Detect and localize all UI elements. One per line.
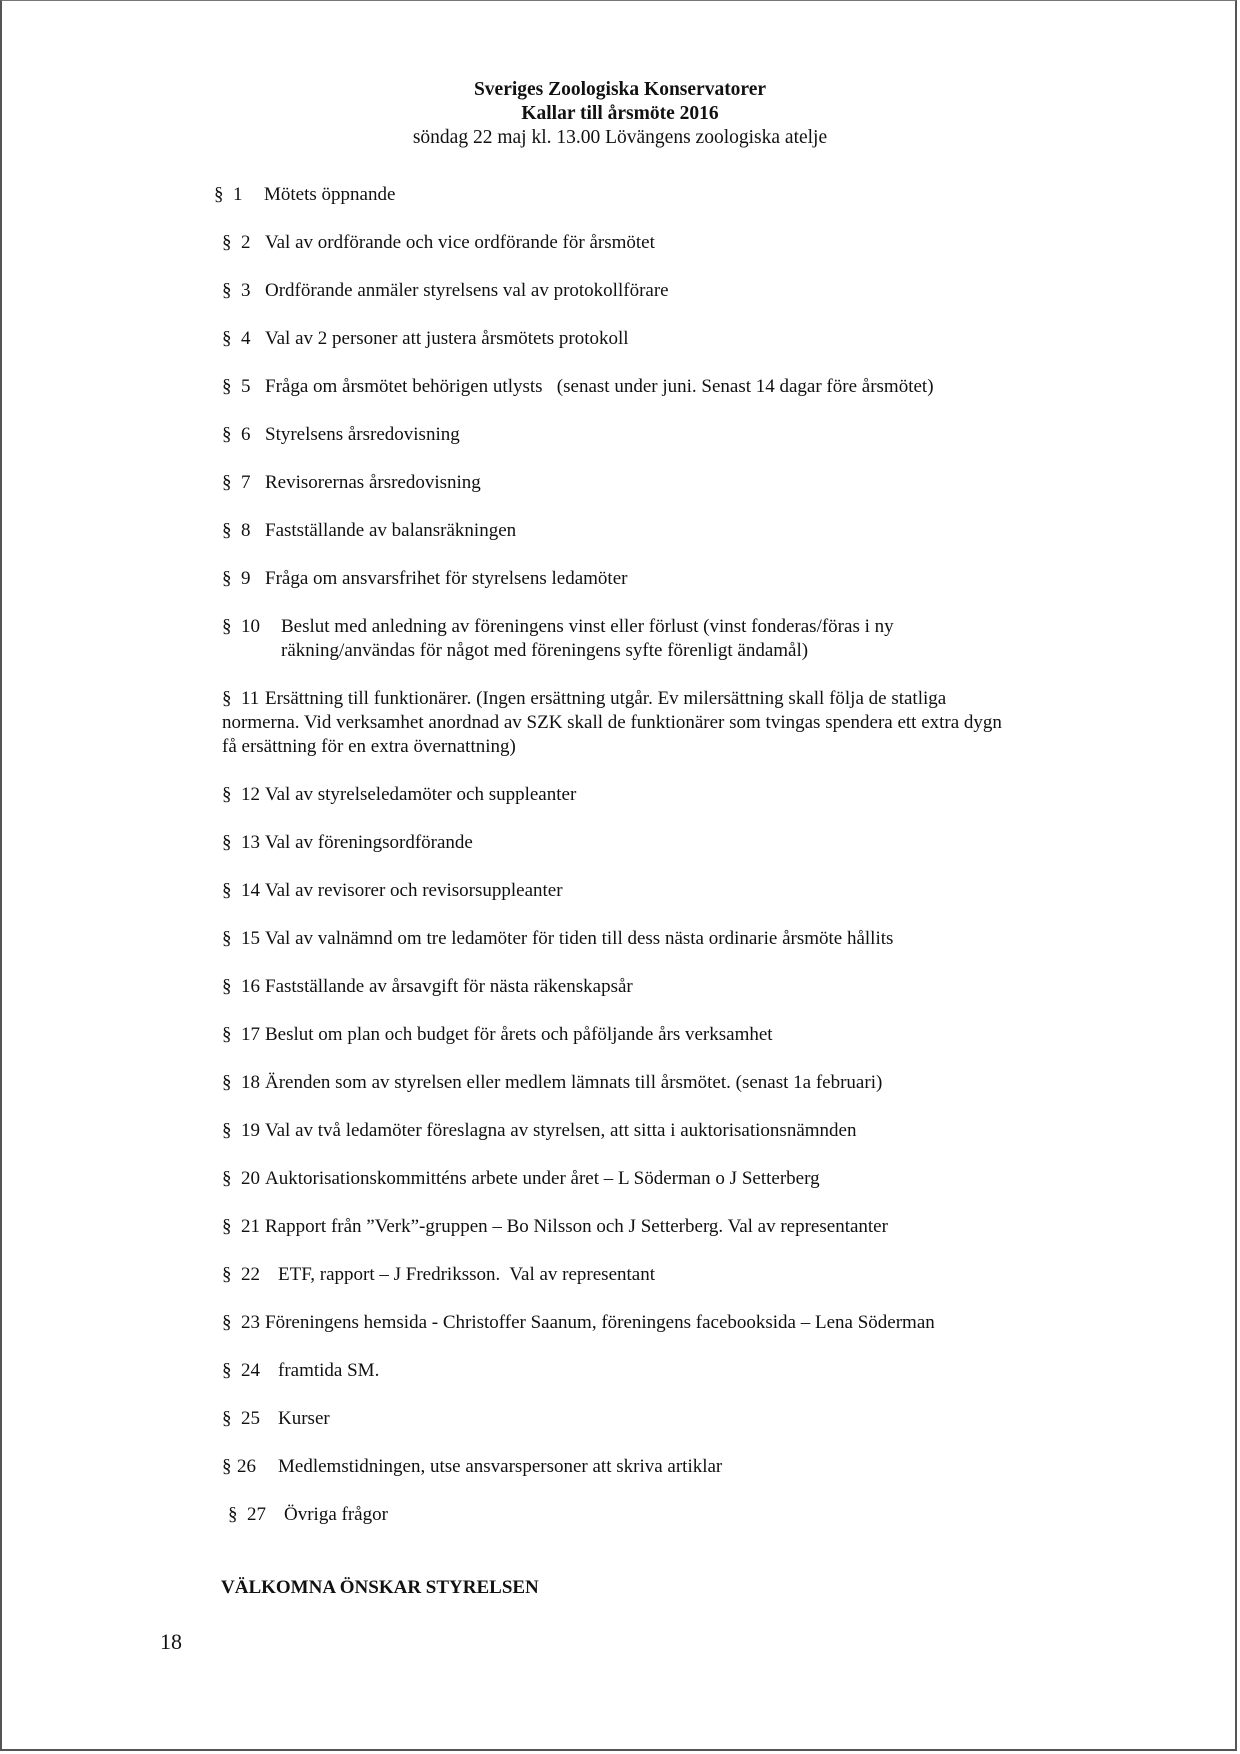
section-sign: § bbox=[222, 784, 232, 805]
section-sign: § bbox=[222, 1408, 232, 1429]
section-sign: § bbox=[222, 880, 232, 901]
section-sign: § bbox=[222, 928, 232, 949]
page-number: 18 bbox=[160, 1629, 182, 1654]
agenda-item-20 bbox=[222, 1167, 820, 1191]
item-text: Val av föreningsordförande bbox=[265, 832, 473, 853]
item-number: 5 bbox=[241, 376, 251, 397]
item-number: 3 bbox=[241, 280, 251, 301]
section-sign: § bbox=[222, 1312, 232, 1333]
item-text: Val av styrelseledamöter och suppleanter bbox=[265, 784, 577, 805]
agenda-item-11 bbox=[222, 687, 1002, 759]
item-number: 21 bbox=[241, 1216, 260, 1237]
section-sign: § bbox=[222, 1264, 232, 1285]
document-header bbox=[0, 78, 1240, 150]
agenda-item-22 bbox=[222, 1263, 655, 1287]
item-text: Fråga om årsmötet behörigen utlysts (senast under juni. Senast 14 dagar före årsmötet) bbox=[265, 376, 934, 397]
item-text: Val av revisorer och revisorsuppleanter bbox=[265, 880, 563, 901]
item-number: 1 bbox=[233, 184, 243, 205]
item-number: 11 bbox=[241, 688, 260, 709]
item-text: Beslut om plan och budget för årets och påföljande års verksamhet bbox=[265, 1024, 773, 1045]
meeting-date-line: söndag 22 maj kl. 13.00 Lövängens zoologiska atelje bbox=[412, 127, 828, 148]
agenda-item-4 bbox=[222, 327, 629, 351]
item-number: 22 bbox=[241, 1264, 260, 1285]
item-text: Medlemstidningen, utse ansvarspersoner att skriva artiklar bbox=[278, 1456, 723, 1477]
agenda-item-8 bbox=[222, 519, 516, 543]
section-sign: § bbox=[222, 1456, 232, 1477]
agenda-item-15 bbox=[222, 927, 893, 951]
item-number: 6 bbox=[241, 424, 251, 445]
agenda-item-10 bbox=[222, 615, 894, 663]
item-number: 20 bbox=[241, 1168, 260, 1189]
item-text: Val av 2 personer att justera årsmötets protokoll bbox=[265, 328, 629, 349]
section-sign: § bbox=[222, 232, 232, 253]
item-number: 17 bbox=[241, 1024, 260, 1045]
agenda-item-16 bbox=[222, 975, 633, 999]
agenda-item-14 bbox=[222, 879, 563, 903]
section-sign: § bbox=[222, 1216, 232, 1237]
agenda-item-19 bbox=[222, 1119, 856, 1143]
agenda-item-25 bbox=[222, 1407, 330, 1431]
item-text-continued: normerna. Vid verksamhet anordnad av SZK skall de funktionärer som tvingas spendera ett extra dygn bbox=[222, 712, 1002, 733]
item-number: 19 bbox=[241, 1120, 260, 1141]
item-text: Fråga om ansvarsfrihet för styrelsens ledamöter bbox=[265, 568, 628, 589]
section-sign: § bbox=[222, 1024, 232, 1045]
agenda-item-24 bbox=[222, 1359, 379, 1383]
item-text: Ordförande anmäler styrelsens val av protokollförare bbox=[265, 280, 669, 301]
meeting-call: Kallar till årsmöte 2016 bbox=[521, 103, 719, 124]
agenda-item-21 bbox=[222, 1215, 888, 1239]
item-number: 27 bbox=[247, 1504, 266, 1525]
item-number: 10 bbox=[241, 616, 260, 637]
item-text: Fastställande av balansräkningen bbox=[265, 520, 517, 541]
section-sign: § bbox=[222, 1120, 232, 1141]
item-number: 18 bbox=[241, 1072, 260, 1093]
item-number: 23 bbox=[241, 1312, 260, 1333]
item-number: 16 bbox=[241, 976, 260, 997]
section-sign: § bbox=[222, 424, 232, 445]
item-text: Övriga frågor bbox=[284, 1504, 388, 1525]
item-number: 2 bbox=[241, 232, 251, 253]
item-text: Fastställande av årsavgift för nästa räkenskapsår bbox=[265, 976, 633, 997]
item-text: Rapport från ”Verk”-gruppen – Bo Nilsson och J Setterberg. Val av representanter bbox=[265, 1216, 888, 1237]
agenda-item-9 bbox=[222, 567, 627, 591]
item-text: Val av två ledamöter föreslagna av styrelsen, att sitta i auktorisationsnämnden bbox=[265, 1120, 857, 1141]
section-sign: § bbox=[222, 472, 232, 493]
section-sign: § bbox=[214, 184, 224, 205]
agenda-item-18 bbox=[222, 1071, 882, 1095]
item-text: Revisorernas årsredovisning bbox=[265, 472, 481, 493]
section-sign: § bbox=[222, 376, 232, 397]
item-text: Mötets öppnande bbox=[264, 184, 396, 205]
item-number: 13 bbox=[241, 832, 260, 853]
item-text-continued: få ersättning för en extra övernattning) bbox=[222, 736, 516, 757]
item-number: 26 bbox=[237, 1456, 256, 1477]
item-text: framtida SM. bbox=[278, 1360, 380, 1381]
section-sign: § bbox=[222, 976, 232, 997]
section-sign: § bbox=[222, 832, 232, 853]
item-number: 14 bbox=[241, 880, 260, 901]
agenda-item-2 bbox=[222, 231, 655, 255]
item-number: 8 bbox=[241, 520, 251, 541]
agenda-item-26 bbox=[222, 1455, 722, 1479]
section-sign: § bbox=[222, 280, 232, 301]
section-sign: § bbox=[222, 568, 232, 589]
item-text: Val av valnämnd om tre ledamöter för tiden till dess nästa ordinarie årsmöte hållits bbox=[265, 928, 894, 949]
section-sign: § bbox=[222, 1072, 232, 1093]
section-sign: § bbox=[222, 616, 232, 637]
section-sign: § bbox=[222, 1168, 232, 1189]
item-text: Styrelsens årsredovisning bbox=[265, 424, 460, 445]
item-number: 15 bbox=[241, 928, 260, 949]
item-text: Auktorisationskommitténs arbete under året – L Söderman o J Setterberg bbox=[265, 1168, 820, 1189]
section-sign: § bbox=[228, 1504, 238, 1525]
agenda-item-13 bbox=[222, 831, 473, 855]
agenda-item-27 bbox=[228, 1503, 388, 1527]
item-text: Ersättning till funktionärer. (Ingen ersättning utgår. Ev milersättning skall följa de statliga bbox=[265, 688, 947, 709]
item-number: 12 bbox=[241, 784, 260, 805]
section-sign: § bbox=[222, 328, 232, 349]
section-sign: § bbox=[222, 520, 232, 541]
item-text: Ärenden som av styrelsen eller medlem lämnats till årsmötet. (senast 1a februari) bbox=[265, 1072, 883, 1093]
agenda-item-7 bbox=[222, 471, 481, 495]
agenda-item-3 bbox=[222, 279, 669, 303]
item-number: 24 bbox=[241, 1360, 260, 1381]
item-number: 9 bbox=[241, 568, 251, 589]
item-text-continued: räkning/användas för något med föreningens syfte förenligt ändamål) bbox=[281, 640, 809, 661]
agenda-item-12 bbox=[222, 783, 576, 807]
item-text: Kurser bbox=[278, 1408, 330, 1429]
agenda-item-5 bbox=[222, 375, 934, 399]
closing-greeting: VÄLKOMNA ÖNSKAR STYRELSEN bbox=[221, 1577, 539, 1598]
item-text: Beslut med anledning av föreningens vinst eller förlust (vinst fonderas/föras i ny bbox=[281, 616, 894, 637]
agenda-item-6 bbox=[222, 423, 460, 447]
item-text: ETF, rapport – J Fredriksson. Val av representant bbox=[278, 1264, 655, 1285]
item-number: 4 bbox=[241, 328, 251, 349]
section-sign: § bbox=[222, 688, 232, 709]
section-sign: § bbox=[222, 1360, 232, 1381]
agenda-item-23 bbox=[222, 1311, 935, 1335]
item-text: Val av ordförande och vice ordförande för årsmötet bbox=[265, 232, 655, 253]
agenda-item-17 bbox=[222, 1023, 773, 1047]
item-text: Föreningens hemsida - Christoffer Saanum, föreningens facebooksida – Lena Söderman bbox=[265, 1312, 935, 1333]
agenda-item-1 bbox=[214, 183, 395, 207]
organization-name: Sveriges Zoologiska Konservatorer bbox=[473, 79, 767, 100]
item-number: 25 bbox=[241, 1408, 260, 1429]
item-number: 7 bbox=[241, 472, 251, 493]
